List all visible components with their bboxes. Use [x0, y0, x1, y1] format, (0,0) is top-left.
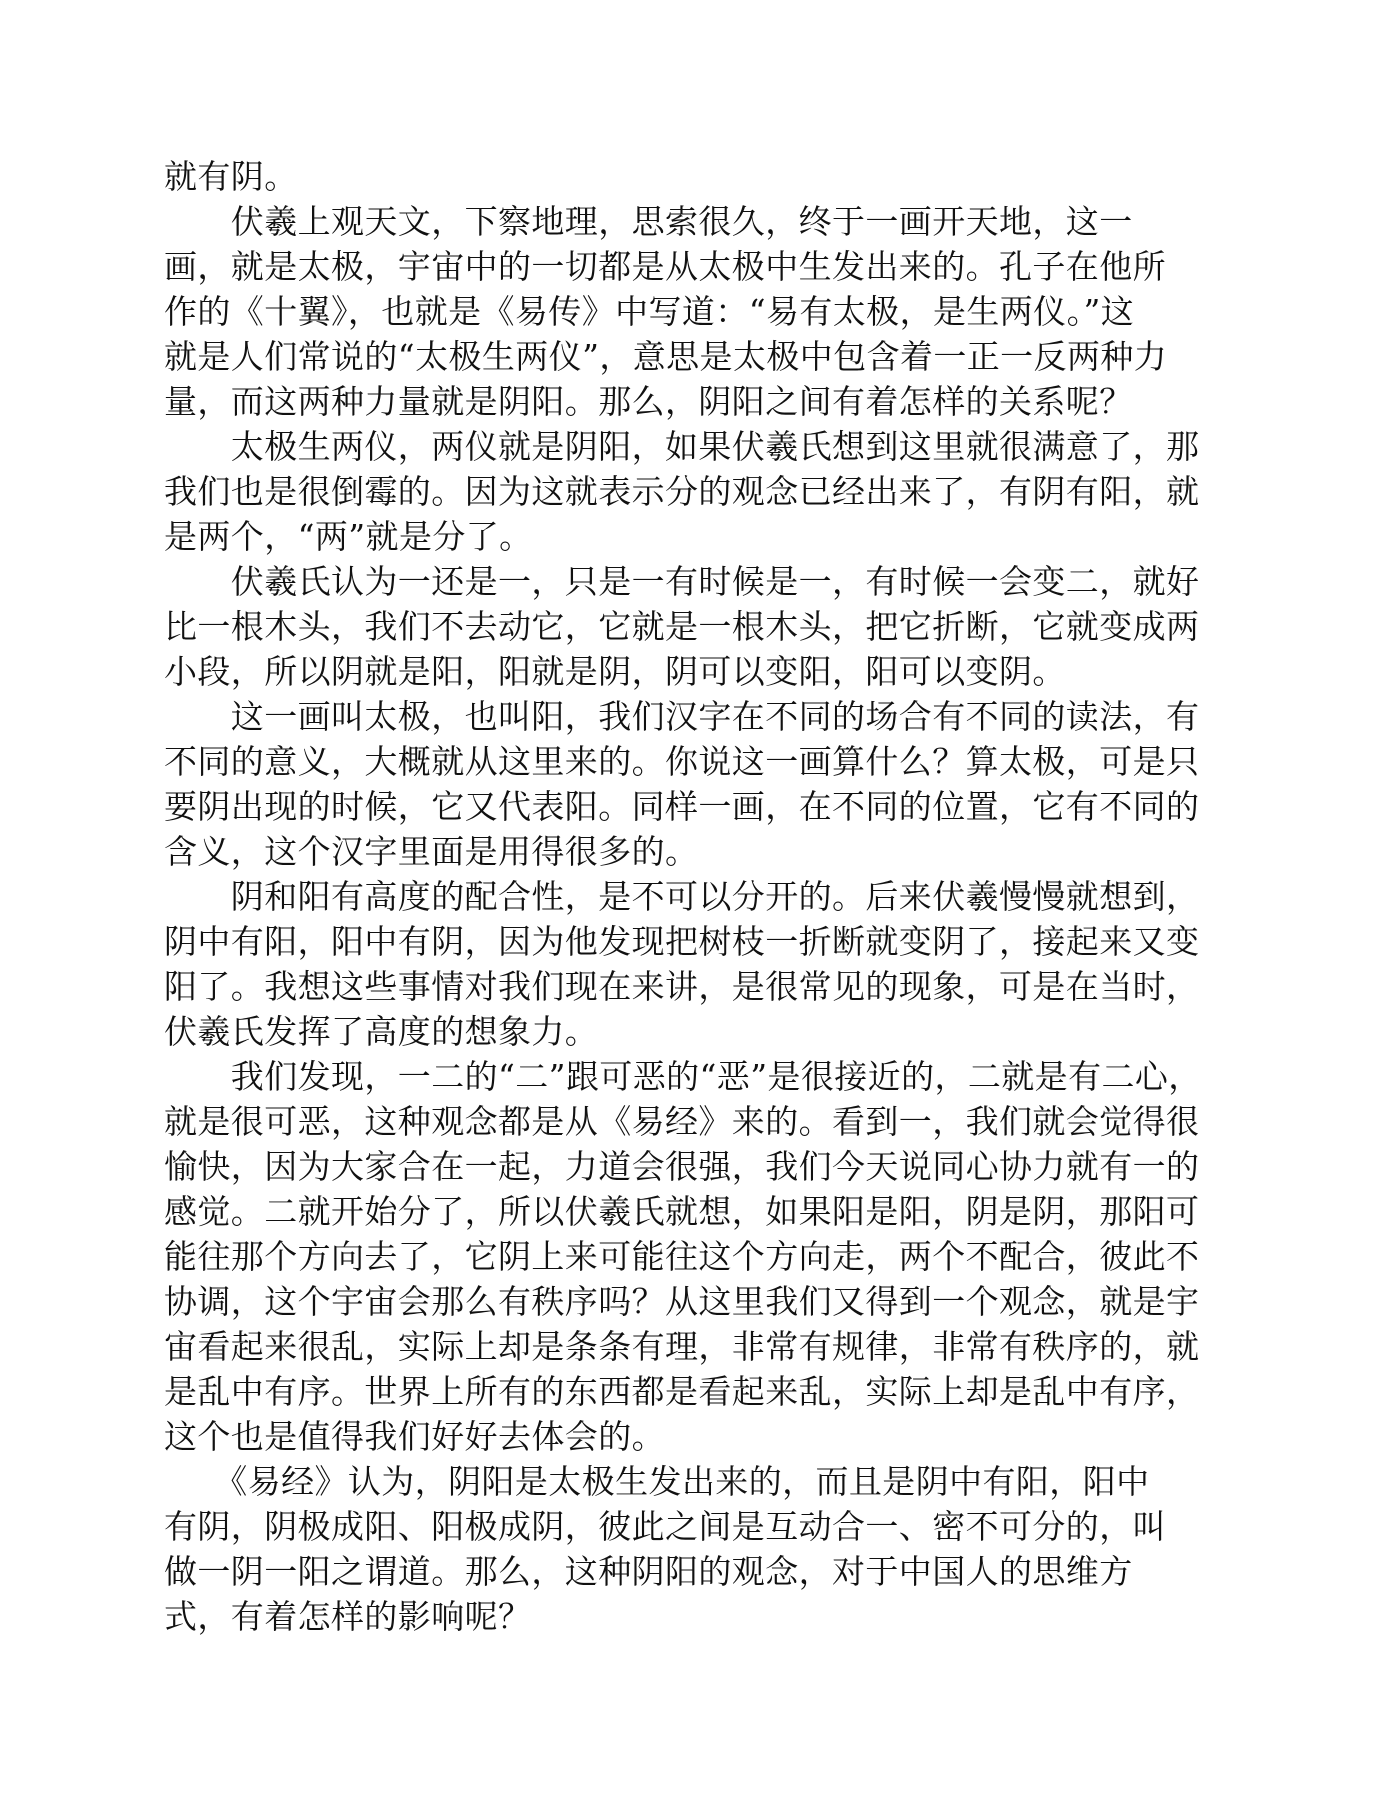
paragraph-8: 《易经》认为，阴阳是太极生发出来的，而且是阴中有阳，阳中 有阴，阴极成阳、阳极成阴，彼此之间是互动合一、密不可分的，叫 做一阴一阳之谓道。那么，这种阴阳的观念，对于中国人的思维方 式，有着怎样的影响呢？	[164, 1462, 1166, 1636]
page-body-text	[164, 154, 1214, 1639]
paragraph-6: 阴和阳有高度的配合性，是不可以分开的。后来伏羲慢慢就想到， 阴中有阳，阳中有阴，因为他发现把树枝一折断就变阴了，接起来又变 阳了。我想这些事情对我们现在来讲，是很常见的现象，可是在当时， 伏羲氏发挥了高度的想象力。	[164, 877, 1200, 1051]
paragraph-7: 我们发现，一二的“二”跟可恶的“恶”是很接近的，二就是有二心， 就是很可恶，这种观念都是从《易经》来的。看到一，我们就会觉得很 愉快，因为大家合在一起，力道会很强，我们今天说同心协力就有一的 感觉。二就开始分了，所以伏羲氏就想，如果阳是阳，阴是阴，那阳可 能往那个方向去了，它阴上来可能往这个方向走，两个不配合，彼此不 协调，这个宇宙会那么有秩序吗？从这里我们又得到一个观念，就是宇 宙看起来很乱，实际上却是条条有理，非常有规律，非常有秩序的，就 是乱中有序。世界上所有的东西都是看起来乱，实际上却是乱中有序， 这个也是值得我们好好去体会的。	[164, 1057, 1202, 1456]
paragraph-5: 这一画叫太极，也叫阳，我们汉字在不同的场合有不同的读法，有 不同的意义，大概就从这里来的。你说这一画算什么？算太极，可是只 要阴出现的时候，它又代表阳。同样一画，在不同的位置，它有不同的 含义，这个汉字里面是用得很多的。	[164, 697, 1200, 871]
paragraph-1: 就有阴。	[164, 157, 298, 196]
paragraph-2: 伏羲上观天文，下察地理，思索很久，终于一画开天地，这一 画，就是太极，宇宙中的一切都是从太极中生发出来的。孔子在他所 作的《十翼》，也就是《易传》中写道：“易有太极，是生两仪。”这 就是人们常说的“太极生两仪”，意思是太极中包含着一正一反两种力 量，而这两种力量就是阴阳。那么，阴阳之间有着怎样的关系呢？	[164, 202, 1168, 421]
paragraph-3: 太极生两仪，两仪就是阴阳，如果伏羲氏想到这里就很满意了，那 我们也是很倒霉的。因为这就表示分的观念已经出来了，有阴有阳，就 是两个，“两”就是分了。	[164, 427, 1200, 556]
paragraph-4: 伏羲氏认为一还是一，只是一有时候是一，有时候一会变二，就好 比一根木头，我们不去动它，它就是一根木头，把它折断，它就变成两 小段，所以阴就是阳，阳就是阴，阴可以变阳，阳可以变阴。	[164, 562, 1200, 691]
